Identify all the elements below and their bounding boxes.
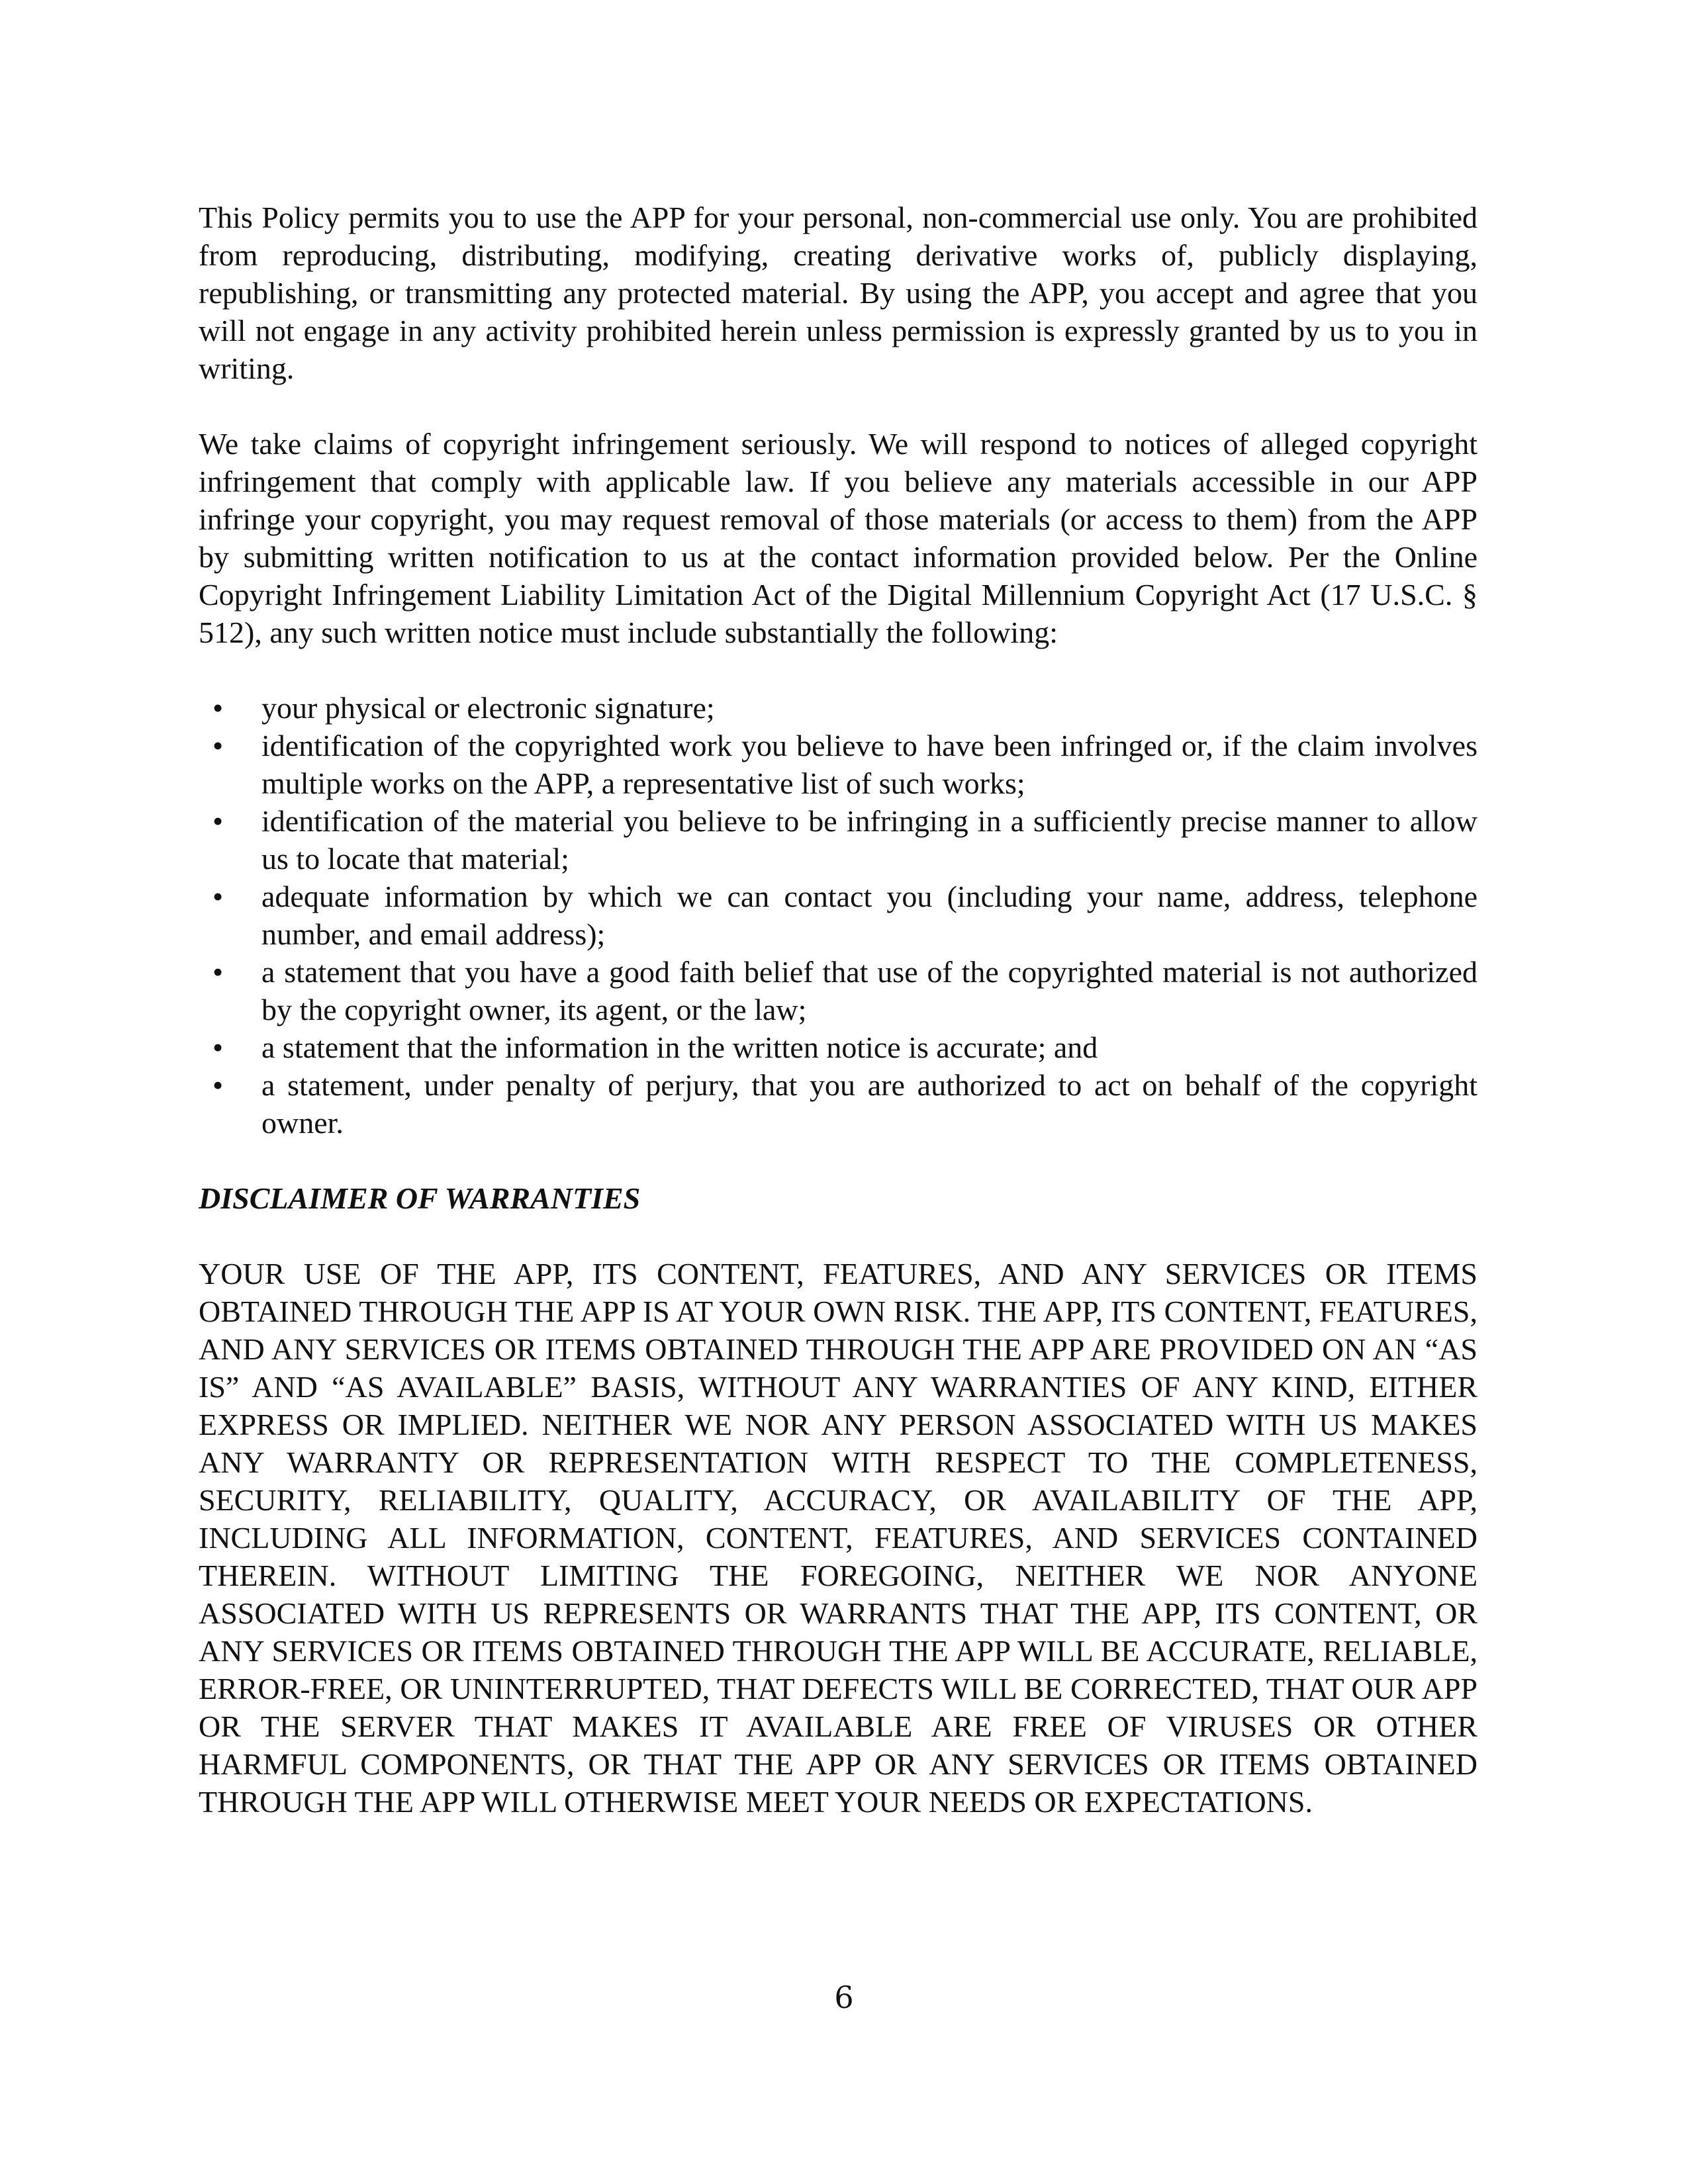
notice-requirements-list: [199, 689, 1477, 1142]
bullet-icon: •: [212, 804, 224, 838]
bullet-icon: •: [212, 691, 224, 725]
bullet-icon: •: [212, 729, 224, 762]
document-page: [199, 199, 1477, 1821]
bullet-icon: •: [212, 1030, 224, 1064]
bullet-icon: •: [212, 955, 224, 989]
list-item-text: adequate information by which we can contact you (including your name, address, telephone number, and email address);: [261, 880, 1477, 951]
list-item: [199, 878, 1477, 953]
list-item-text: a statement that you have a good faith belief that use of the copyrighted material is not authorized by the copyright owner, its agent, or the law;: [261, 955, 1477, 1026]
bullet-icon: •: [212, 1068, 224, 1102]
list-item: [199, 953, 1477, 1028]
list-item-text: your physical or electronic signature;: [261, 691, 715, 725]
bullet-icon: •: [212, 880, 224, 913]
list-item-text: identification of the material you believe to be infringing in a sufficiently precise manner to allow us to locate that material;: [261, 804, 1477, 876]
list-item-text: a statement, under penalty of perjury, that you are authorized to act on behalf of the copyright owner.: [261, 1068, 1477, 1140]
list-item: [199, 727, 1477, 802]
paragraph-disclaimer: YOUR USE OF THE APP, ITS CONTENT, FEATURES, AND ANY SERVICES OR ITEMS OBTAINED THROUGH THE APP IS AT YOUR OWN RISK. THE APP, ITS CONTENT, FEATURES, AND ANY SERVICES OR ITEMS OBTAINED THROUGH THE APP ARE PROVIDED ON AN “AS IS” AND “AS AVAILABLE” BASIS, WITHOUT ANY WARRANTIES OF ANY KIND, EITHER EXPRESS OR IMPLIED. NEITHER WE NOR ANY PERSON ASSOCIATED WITH US MAKES ANY WARRANTY OR REPRESENTATION WITH RESPECT TO THE COMPLETENESS, SECURITY, RELIABILITY, QUALITY, ACCURACY, OR AVAILABILITY OF THE APP, INCLUDING ALL INFORMATION, CONTENT, FEATURES, AND SERVICES CONTAINED THEREIN. WITHOUT LIMITING THE FOREGOING, NEITHER WE NOR ANYONE ASSOCIATED WITH US REPRESENTS OR WARRANTS THAT THE APP, ITS CONTENT, OR ANY SERVICES OR ITEMS OBTAINED THROUGH THE APP WILL BE ACCURATE, RELIABLE, ERROR-FREE, OR UNINTERRUPTED, THAT DEFECTS WILL BE CORRECTED, THAT OUR APP OR THE SERVER THAT MAKES IT AVAILABLE ARE FREE OF VIRUSES OR OTHER HARMFUL COMPONENTS, OR THAT THE APP OR ANY SERVICES OR ITEMS OBTAINED THROUGH THE APP WILL OTHERWISE MEET YOUR NEEDS OR EXPECTATIONS.: [199, 1257, 1477, 1819]
list-item: [199, 1028, 1477, 1066]
list-item: [199, 802, 1477, 878]
list-item-text: a statement that the information in the written notice is accurate; and: [261, 1030, 1098, 1064]
paragraph-copyright-claims: We take claims of copyright infringement seriously. We will respond to notices of alleged copyright infringement that comply with applicable law. If you believe any materials accessible in our APP infringe your copyright, you may request removal of those materials (or access to them) from the APP by submitting written notification to us at the contact information provided below. Per the Online Copyright Infringement Liability Limitation Act of the Digital Millennium Copyright Act (17 U.S.C. § 512), any such written notice must include substantially the following:: [199, 427, 1477, 649]
section-heading-disclaimer: DISCLAIMER OF WARRANTIES: [199, 1181, 641, 1215]
page-number: 6: [834, 1979, 854, 2015]
list-item: [199, 689, 1477, 727]
list-item: [199, 1066, 1477, 1142]
list-item-text: identification of the copyrighted work you believe to have been infringed or, if the claim involves multiple works on the APP, a representative list of such works;: [261, 729, 1477, 800]
paragraph-license-terms: This Policy permits you to use the APP for your personal, non-commercial use only. You are prohibited from reproducing, distributing, modifying, creating derivative works of, publicly displaying, republishing, or transmitting any protected material. By using the APP, you accept and agree that you will not engage in any activity prohibited herein unless permission is expressly granted by us to you in writing.: [199, 201, 1477, 385]
